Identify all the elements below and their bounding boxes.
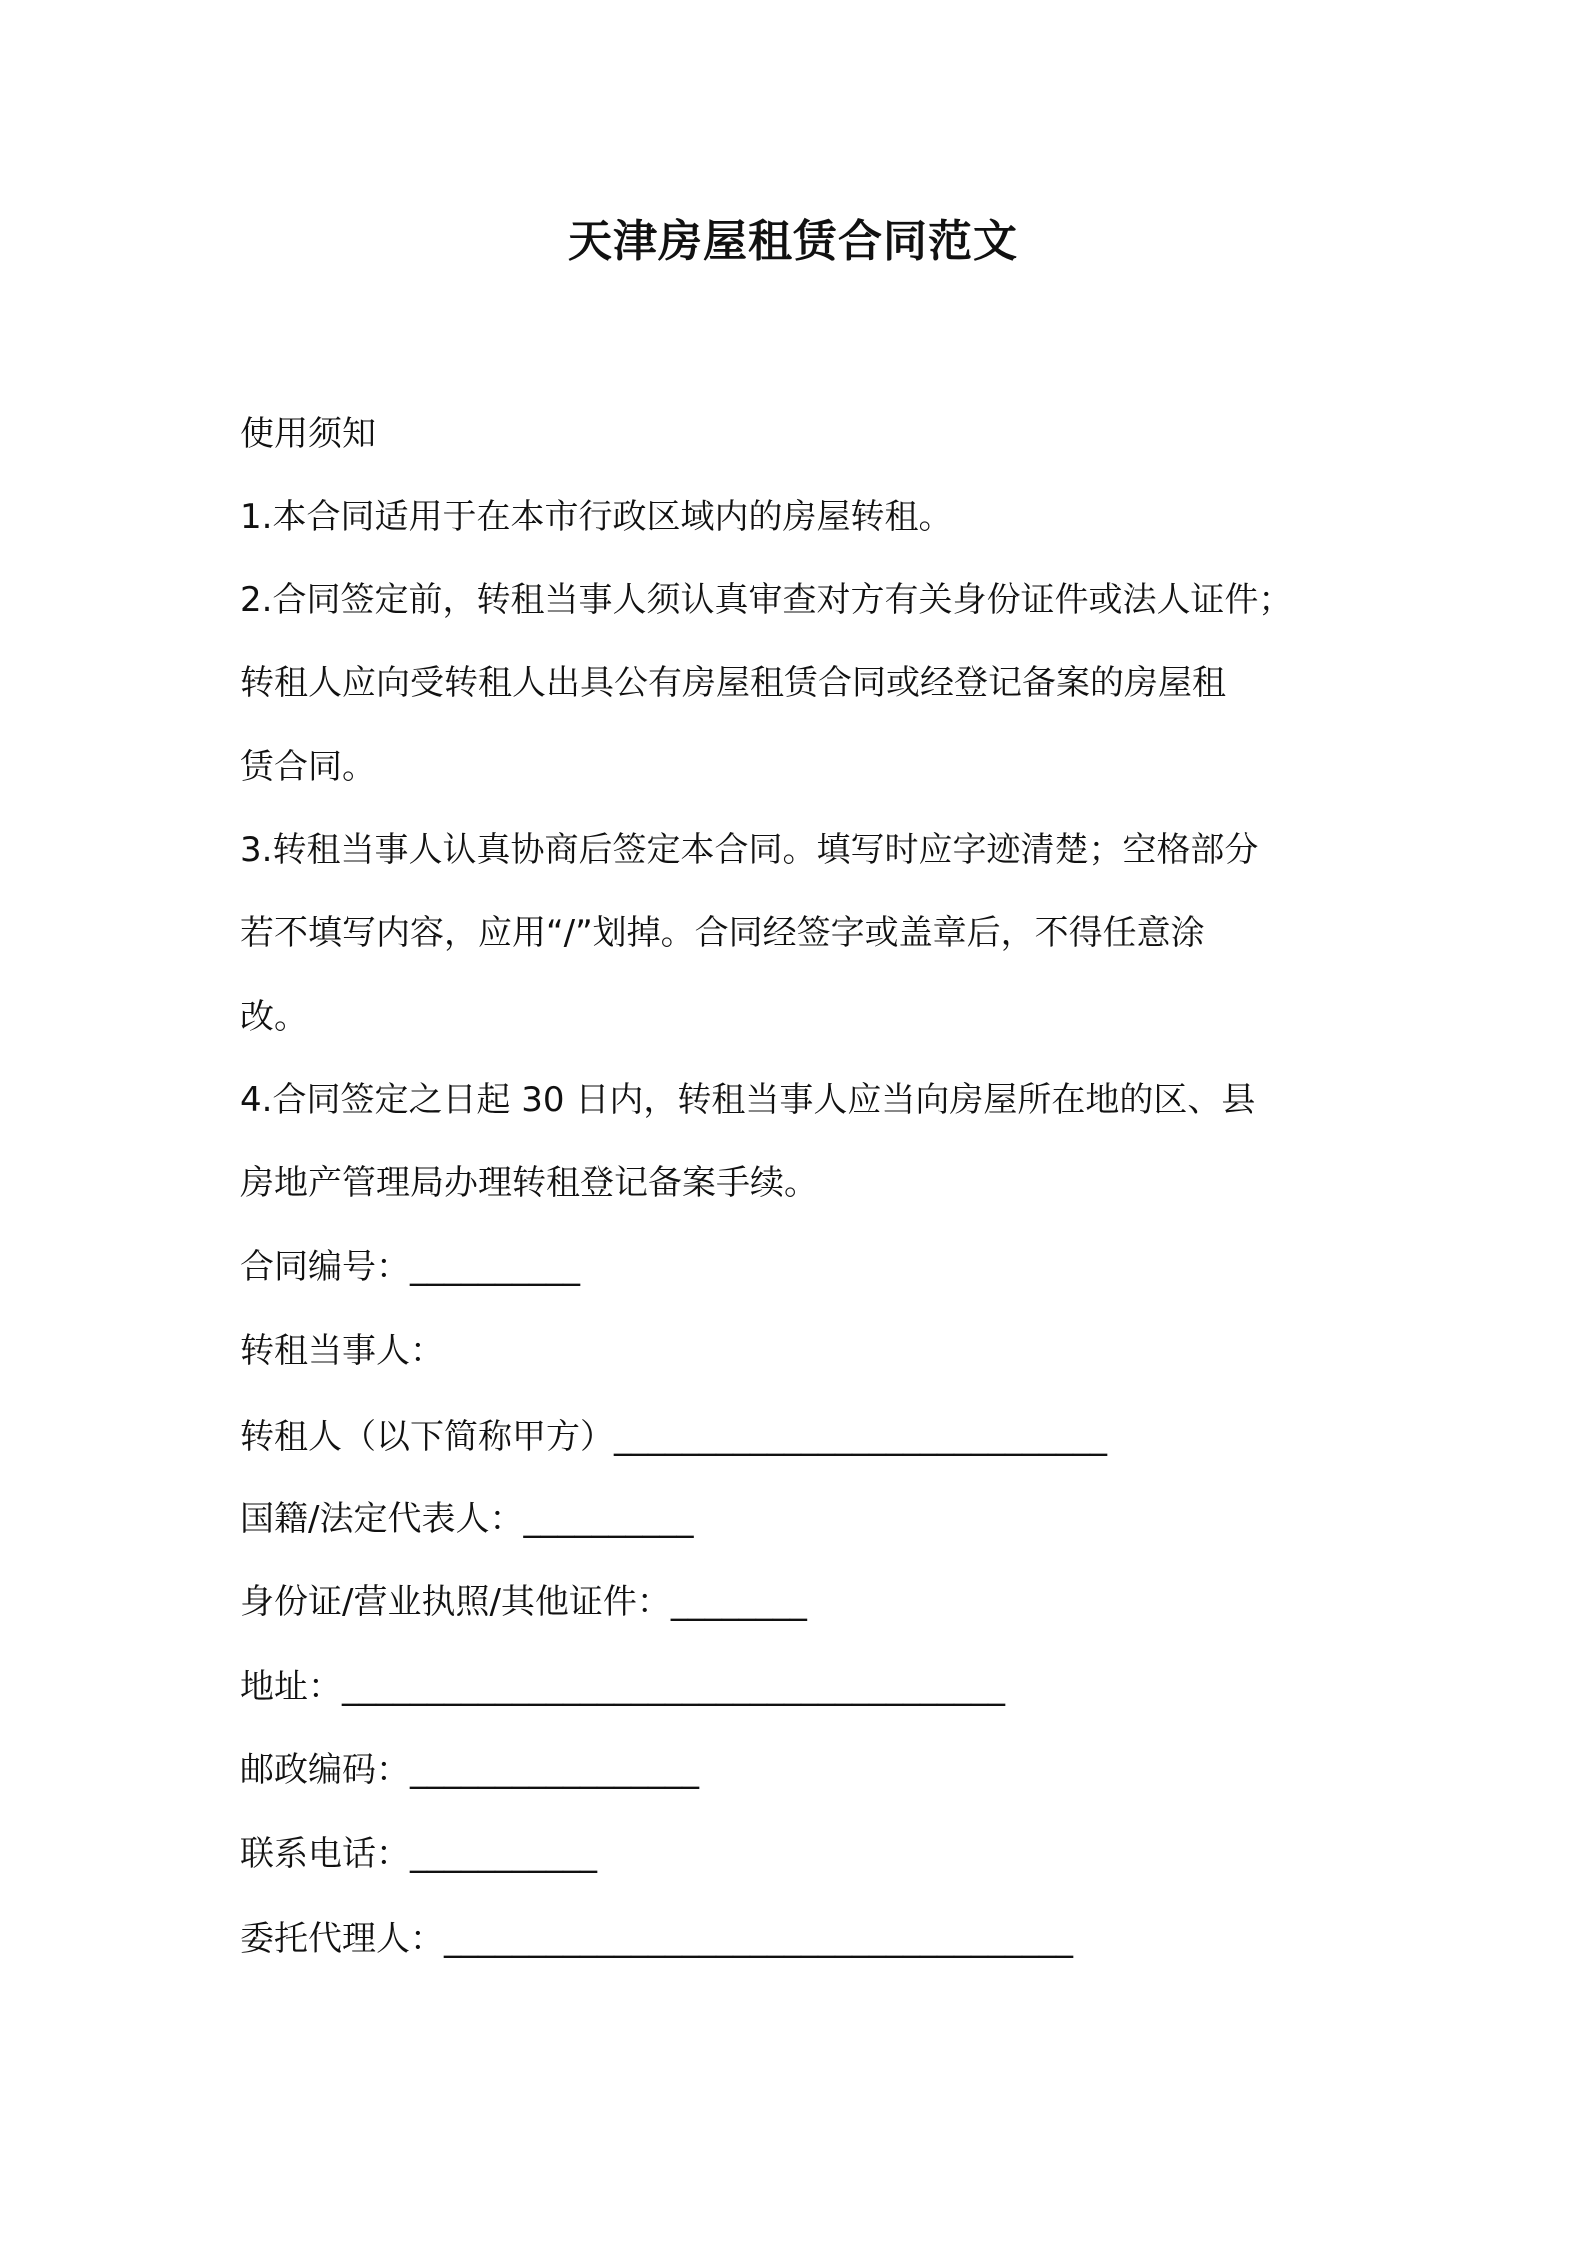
nationality-representative-field: 国籍/法定代表人：__________ [240,1499,694,1539]
notice-item-2-line-3: 赁合同。 [240,747,376,787]
notice-item-4-line-1: 4.合同签定之日起 30 日内，转租当事人应当向房屋所在地的区、县 [240,1080,1256,1120]
notice-item-3-line-3: 改。 [240,997,308,1037]
notice-item-1: 1.本合同适用于在本市行政区域内的房屋转租。 [240,497,953,537]
address-field: 地址：_______________________________________ [240,1667,1005,1707]
postal-code-field: 邮政编码：_________________ [240,1750,699,1790]
document-title: 天津房屋租赁合同范文 [568,216,1018,267]
contract-number-field: 合同编号：__________ [240,1247,580,1287]
notice-item-3-line-1: 3.转租当事人认真协商后签定本合同。填写时应字迹清楚；空格部分 [240,830,1259,870]
agent-field: 委托代理人：_____________________________________ [240,1919,1073,1959]
notice-item-4-line-2: 房地产管理局办理转租登记备案手续。 [240,1163,818,1203]
notice-item-3-line-2: 若不填写内容，应用“/”划掉。合同经签字或盖章后，不得任意涂 [240,913,1205,953]
phone-field: 联系电话：___________ [240,1834,597,1874]
notice-item-2-line-1: 2.合同签定前，转租当事人须认真审查对方有关身份证件或法人证件； [240,580,1293,620]
notice-heading: 使用须知 [240,414,376,454]
sublessor-field: 转租人（以下简称甲方）_____________________________ [240,1417,1107,1457]
notice-item-2-line-2: 转租人应向受转租人出具公有房屋租赁合同或经登记备案的房屋租 [240,663,1226,703]
sublease-parties-label: 转租当事人： [240,1331,444,1371]
id-license-field: 身份证/营业执照/其他证件：________ [240,1582,807,1622]
